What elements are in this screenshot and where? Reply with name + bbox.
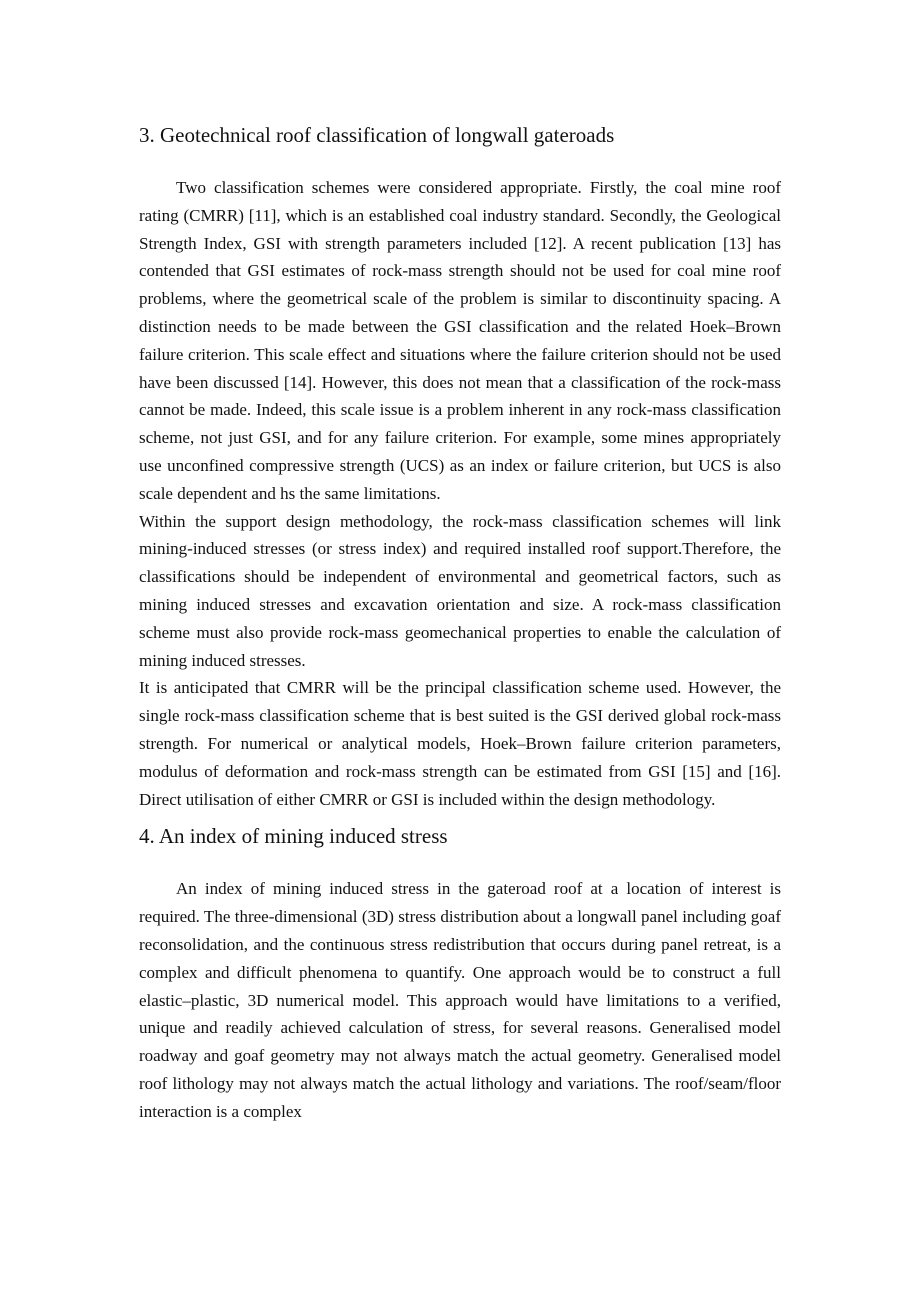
paragraph: An index of mining induced stress in the gateroad roof at a location of interest is required. The three-dimensional (3D) stress distribution about a longwall panel including goaf reconsolidation, and the continuous stress redistribution that occurs during panel retreat, is a complex and difficult phenomena to quantify. One approach would be to construct a full elastic–plastic, 3D numerical model. This approach would have limitations to a verified, unique and readily achieved calculation of stress, for several reasons. Generalised model roadway and goaf geometry may not always match the actual geometry. Generalised model roof lithology may not always match the actual lithology and variations. The roof/seam/floor interaction is a complex [139,879,781,1121]
paragraph: Within the support design methodology, the rock-mass classification schemes will link mining-induced stresses (or stress index) and required installed roof support.Therefore, the classifications should be independent of environmental and geometrical factors, such as mining induced stresses and excavation orientation and size. A rock-mass classification scheme must also provide rock-mass geomechanical properties to enable the calculation of mining induced stresses. [139,511,781,670]
section-heading: 3. Geotechnical roof classification of longwall gateroads [139,123,615,147]
paragraph: Two classification schemes were considered appropriate. Firstly, the coal mine roof rating (CMRR) [11], which is an established coal industry standard. Secondly, the Geological Strength Index, GSI with strength parameters included [12]. A recent publication [13] has contended that GSI estimates of rock-mass strength should not be used for coal mine roof problems, where the geometrical scale of the problem is similar to discontinuity spacing. A distinction needs to be made between the GSI classification and the related Hoek–Brown failure criterion. This scale effect and situations where the failure criterion should not be used have been discussed [14]. However, this does not mean that a classification of the rock-mass cannot be made. Indeed, this scale issue is a problem inherent in any rock-mass classification scheme, not just GSI, and for any failure criterion. For example, some mines appropriately use unconfined compressive strength (UCS) as an index or failure criterion, but UCS is also scale dependent and hs the same limitations. [139,178,781,503]
section-heading: 4. An index of mining induced stress [139,824,448,849]
paragraph: It is anticipated that CMRR will be the principal classification scheme used. However, the single rock-mass classification scheme that is best suited is the GSI derived global rock-mass strength. For numerical or analytical models, Hoek–Brown failure criterion parameters, modulus of deformation and rock-mass strength can be estimated from GSI [15] and [16]. Direct utilisation of either CMRR or GSI is included within the design methodology. [139,678,781,809]
document-page [139,120,781,1126]
